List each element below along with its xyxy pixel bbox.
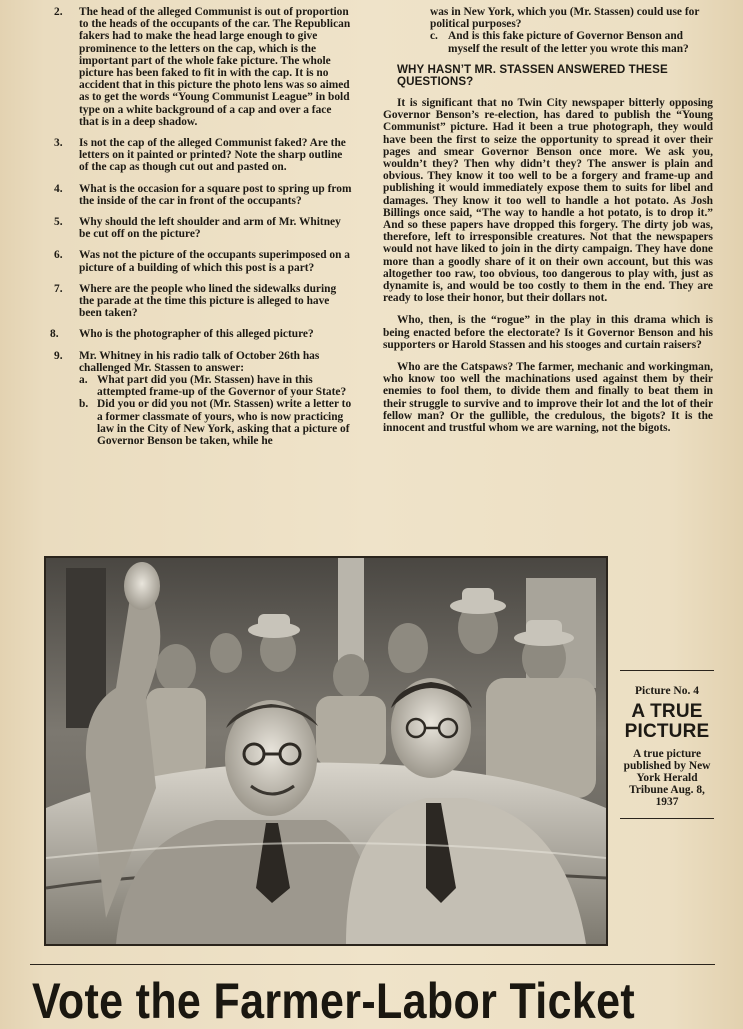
photo-caption xyxy=(620,670,714,819)
continuation-text: was in New York, which you (Mr. Stassen) could use for political purposes? xyxy=(430,6,700,31)
question-4 xyxy=(52,183,352,207)
question-5 xyxy=(52,216,352,240)
question-number: 3. xyxy=(54,137,63,150)
subquestion-letter: b. xyxy=(79,398,89,411)
question-6 xyxy=(52,249,352,273)
question-text: Was not the picture of the occupants superimposed on a picture of a building of which this post is a part? xyxy=(79,249,350,274)
subquestion-text: And is this fake picture of Governor Benson and myself the result of the letter you wrote this man? xyxy=(448,30,689,55)
subquestion-c xyxy=(430,30,713,54)
caption-text: A true picture published by New York Herald Tribune Aug. 8, 1937 xyxy=(623,748,711,808)
caption-bottom-rule xyxy=(620,818,714,819)
question-7 xyxy=(52,283,352,320)
question-number: 7. xyxy=(54,282,63,295)
question-2 xyxy=(52,6,352,128)
question-text: Who is the photographer of this alleged picture? xyxy=(79,328,314,341)
question-text: Where are the people who lined the sidewalks during the parade at the time this picture is alleged to have been taken? xyxy=(79,282,337,320)
article-paragraph: It is significant that no Twin City newspaper bitterly opposing Governor Benson’s re-election, has dared to publish the “Young Communist” picture. Had it been a true photograph, they would have been the first to seize the opportunity to spread it over their pages and smear Governor Benson once more. We ask you, wouldn’t they? Then why didn’t they? The answer is plain and obvious. They know it too well to be a forgery and frame-up and publishing it would immediately expose them to suits for libel and damages. They know it too well to handle a hot potato. As Josh Billings once said, “The way to handle a hot potato, is to drop it.” And so these papers have dropped this forgery. The dirty job was, therefore, left to irresponsible creatures. Not that the newspapers would not have liked to join in the dirty campaign. They have done more than a goodly share of it on their own account, but this was altogether too raw, too obvious, too dangerous to play with, just as dynamite is, and would be too costly to them in the end. They are ready to lose their honor, but their dollars not. xyxy=(383,97,713,305)
question-number: 9. xyxy=(54,349,63,362)
subquestion-text: Did you or did you not (Mr. Stassen) write a letter to a former classmate of yours, who is now practicing law in the City of New York, asking that a picture of Governor Benson be taken, while he xyxy=(97,398,352,448)
question-number: 8. xyxy=(50,328,59,341)
article-paragraph: Who, then, is the “rogue” in the play in this drama which is being enacted before the electorate? Is it Governor Benson and his supporters or Harold Stassen and his stooges and curtain raisers? xyxy=(383,314,713,351)
questions-column xyxy=(52,6,352,456)
news-photograph xyxy=(44,556,608,946)
question-text: Why should the left shoulder and arm of Mr. Whitney be cut off on the picture? xyxy=(79,216,341,241)
subquestion-text: What part did you (Mr. Stassen) have in this attempted frame-up of the Governor of your State? xyxy=(97,374,347,399)
picture-number: Picture No. 4 xyxy=(635,685,699,697)
question-text: Is not the cap of the alleged Communist faked? Are the letters on it painted or printed? Note the sharp outline of the cap as though cut out and pasted on. xyxy=(79,137,346,174)
caption-top-rule xyxy=(620,670,714,671)
caption-title xyxy=(620,702,714,742)
question-text: Mr. Whitney in his radio talk of October 26th has challenged Mr. Stassen to answer: xyxy=(79,349,320,374)
section-heading: WHY HASN’T MR. STASSEN ANSWERED THESE QUESTIONS? xyxy=(397,62,668,89)
question-number: 6. xyxy=(54,249,63,262)
banner-rule xyxy=(30,964,715,965)
question-text: The head of the alleged Communist is out of proportion to the heads of the occupants of the car. The Republican fakers had to make the head large enough to give prominence to the letters on the cap, which is the important part of the whole fake picture. The whole picture has been faked to fit in with the cap. It is no accident that in this picture the photo lens was so aimed as to get the words “Young Communist League” in bold type on a white background of a cap and over a face that is in a deep shadow. xyxy=(79,6,351,128)
subquestion-b-continuation xyxy=(383,6,713,55)
subquestion-a xyxy=(79,374,352,398)
question-number: 5. xyxy=(54,216,63,229)
question-3 xyxy=(52,137,352,174)
article-paragraph: Who are the Catspaws? The farmer, mechanic and workingman, who know too well the machinations used against them by their enemies to fool them, to divide them and finally to beat them in their struggle to survive and to improve their lot and the lot of their fellow man? Or the gullible, the credulous, the bigots? It is the innocent and trustful whom we are warning, not the bigots. xyxy=(383,361,713,435)
question-number: 2. xyxy=(54,6,63,18)
question-text: What is the occasion for a square post to spring up from the inside of the car in front of the occupants? xyxy=(79,182,352,207)
caption-title-line: PICTURE xyxy=(624,721,710,742)
question-9 xyxy=(52,350,352,448)
subquestion-letter: c. xyxy=(430,30,438,43)
question-8 xyxy=(52,328,352,340)
article-column xyxy=(383,6,713,444)
question-number: 4. xyxy=(54,182,63,195)
subquestion-b xyxy=(79,398,352,447)
vote-banner: Vote the Farmer-Labor Ticket xyxy=(32,973,636,1029)
caption-title-line: A TRUE xyxy=(631,701,703,722)
photograph-image xyxy=(46,558,606,944)
subquestion-letter: a. xyxy=(79,374,88,387)
